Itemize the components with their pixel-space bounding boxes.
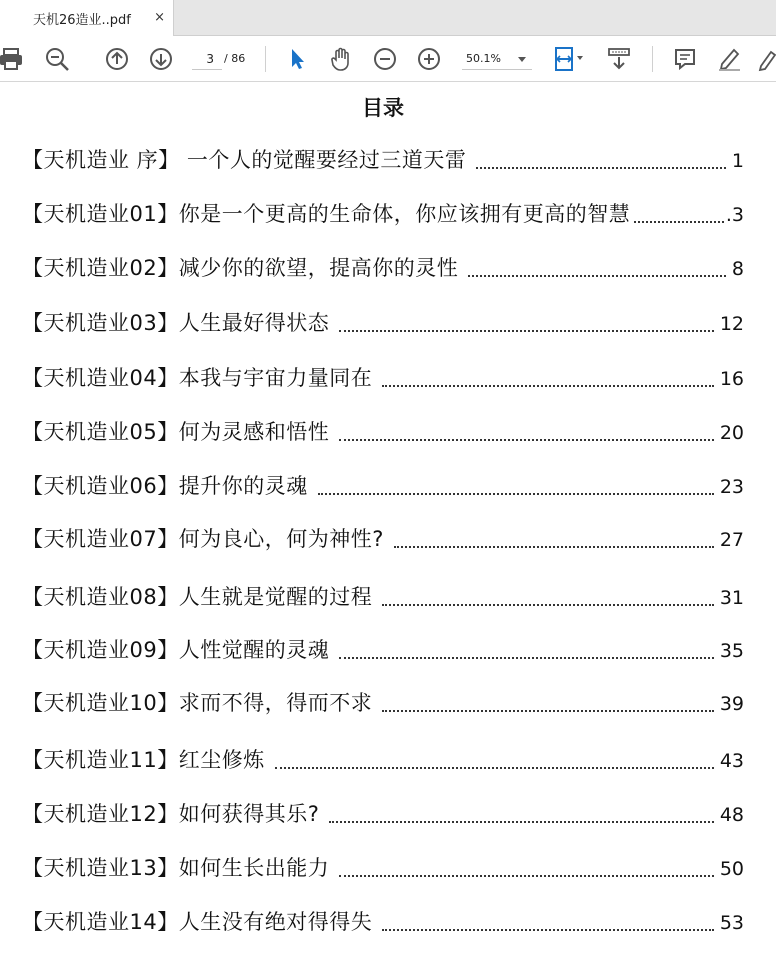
toc-entry-page: 39 bbox=[719, 693, 744, 715]
toolbar-divider bbox=[265, 46, 266, 72]
comment-icon[interactable] bbox=[670, 44, 700, 74]
page-up-icon[interactable] bbox=[102, 44, 132, 74]
close-tab-icon[interactable]: × bbox=[154, 10, 165, 25]
toc-entry[interactable] bbox=[22, 581, 744, 615]
toc-entry-page: 23 bbox=[719, 476, 744, 498]
toc-entry[interactable] bbox=[22, 144, 744, 178]
toc-entry-page: 50 bbox=[719, 858, 744, 880]
toc-leader-dots bbox=[468, 275, 726, 277]
toc-entry-page: 43 bbox=[719, 750, 744, 772]
toc-leader-dots bbox=[339, 875, 714, 877]
document-tab[interactable] bbox=[0, 0, 174, 36]
toc-entry[interactable] bbox=[22, 852, 744, 886]
toc-entry[interactable] bbox=[22, 906, 744, 940]
toolbar bbox=[0, 36, 776, 82]
toc-entry[interactable] bbox=[22, 416, 744, 450]
toc-leader-dots bbox=[394, 546, 714, 548]
toc-entry-title: 【天机造业10】求而不得，得而不求 bbox=[22, 691, 373, 715]
toc-entry-page: 53 bbox=[719, 912, 744, 934]
document-page bbox=[0, 82, 776, 963]
toc-entry-page: .3 bbox=[725, 204, 744, 226]
page-total: / 86 bbox=[224, 52, 246, 65]
toc-entry[interactable] bbox=[22, 798, 744, 832]
toc-leader-dots bbox=[634, 221, 724, 223]
page-down-icon[interactable] bbox=[146, 44, 176, 74]
toc-leader-dots bbox=[329, 821, 713, 823]
toc-entry-page: 31 bbox=[719, 587, 744, 609]
toc-leader-dots bbox=[275, 767, 714, 769]
toc-leader-dots bbox=[339, 330, 714, 332]
print-icon[interactable] bbox=[0, 44, 26, 74]
toc-entry[interactable] bbox=[22, 634, 744, 668]
toc-entry-title: 【天机造业 序】 一个人的觉醒要经过三道天雷 bbox=[22, 148, 467, 172]
zoom-out-icon[interactable] bbox=[370, 44, 400, 74]
toc-entry-title: 【天机造业02】减少你的欲望，提高你的灵性 bbox=[22, 256, 459, 280]
toc-entry-title: 【天机造业14】人生没有绝对得得失 bbox=[22, 910, 373, 934]
zoom-in-icon[interactable] bbox=[414, 44, 444, 74]
toc-entry-page: 16 bbox=[719, 368, 744, 390]
zoom-value: 50.1% bbox=[466, 52, 501, 65]
toc-entry-title: 【天机造业03】人生最好得状态 bbox=[22, 311, 330, 335]
toc-leader-dots bbox=[382, 710, 714, 712]
toc-leader-dots bbox=[318, 493, 714, 495]
toc-entry-page: 1 bbox=[731, 150, 744, 172]
highlight-pen-icon[interactable] bbox=[714, 44, 744, 74]
toc-entry[interactable] bbox=[22, 687, 744, 721]
fit-page-icon[interactable] bbox=[550, 44, 590, 74]
toc-entry-title: 【天机造业08】人生就是觉醒的过程 bbox=[22, 585, 373, 609]
toc-entry-title: 【天机造业09】人性觉醒的灵魂 bbox=[22, 638, 330, 662]
zoom-out-search-icon[interactable] bbox=[42, 44, 72, 74]
tab-title: 天机26造业..pdf bbox=[33, 12, 131, 28]
toc-entry-title: 【天机造业13】如何生长出能力 bbox=[22, 856, 330, 880]
toc-leader-dots bbox=[476, 167, 726, 169]
toc-entry[interactable] bbox=[22, 523, 744, 557]
toc-entry[interactable] bbox=[22, 198, 744, 232]
scroll-mode-icon[interactable] bbox=[604, 44, 634, 74]
toc-leader-dots bbox=[382, 604, 714, 606]
toc-entry-page: 27 bbox=[719, 529, 744, 551]
toc-leader-dots bbox=[382, 385, 714, 387]
toc-entry-page: 48 bbox=[719, 804, 744, 826]
toc-entry[interactable] bbox=[22, 744, 744, 778]
toc-entry[interactable] bbox=[22, 252, 744, 286]
toc-heading: 目录 bbox=[362, 96, 404, 120]
hand-tool-icon[interactable] bbox=[326, 44, 356, 74]
toc-entry-title: 【天机造业06】提升你的灵魂 bbox=[22, 474, 308, 498]
toolbar-divider bbox=[652, 46, 653, 72]
toc-entry-title: 【天机造业12】如何获得其乐? bbox=[22, 802, 320, 826]
draw-icon[interactable] bbox=[752, 44, 776, 74]
toc-entry-title: 【天机造业05】何为灵感和悟性 bbox=[22, 420, 330, 444]
toc-entry-page: 8 bbox=[731, 258, 744, 280]
zoom-select[interactable] bbox=[462, 48, 532, 70]
select-cursor-icon[interactable] bbox=[282, 44, 312, 74]
toc-leader-dots bbox=[339, 439, 714, 441]
toc-entry-title: 【天机造业01】你是一个更高的生命体，你应该拥有更高的智慧 bbox=[22, 202, 631, 226]
toc-entry[interactable] bbox=[22, 470, 744, 504]
toc-entry-title: 【天机造业11】红尘修炼 bbox=[22, 748, 265, 772]
page-number-input[interactable] bbox=[192, 48, 222, 70]
toc-entry-page: 35 bbox=[719, 640, 744, 662]
toc-entry[interactable] bbox=[22, 362, 744, 396]
chevron-down-icon bbox=[518, 57, 526, 62]
toc-entry-page: 12 bbox=[719, 313, 744, 335]
toc-entry-title: 【天机造业07】何为良心，何为神性? bbox=[22, 527, 384, 551]
toc-entry[interactable] bbox=[22, 307, 744, 341]
toc-entry-page: 20 bbox=[719, 422, 744, 444]
toc-leader-dots bbox=[339, 657, 714, 659]
toc-leader-dots bbox=[382, 929, 714, 931]
toc-entry-title: 【天机造业04】本我与宇宙力量同在 bbox=[22, 366, 373, 390]
tab-bar bbox=[0, 0, 776, 36]
